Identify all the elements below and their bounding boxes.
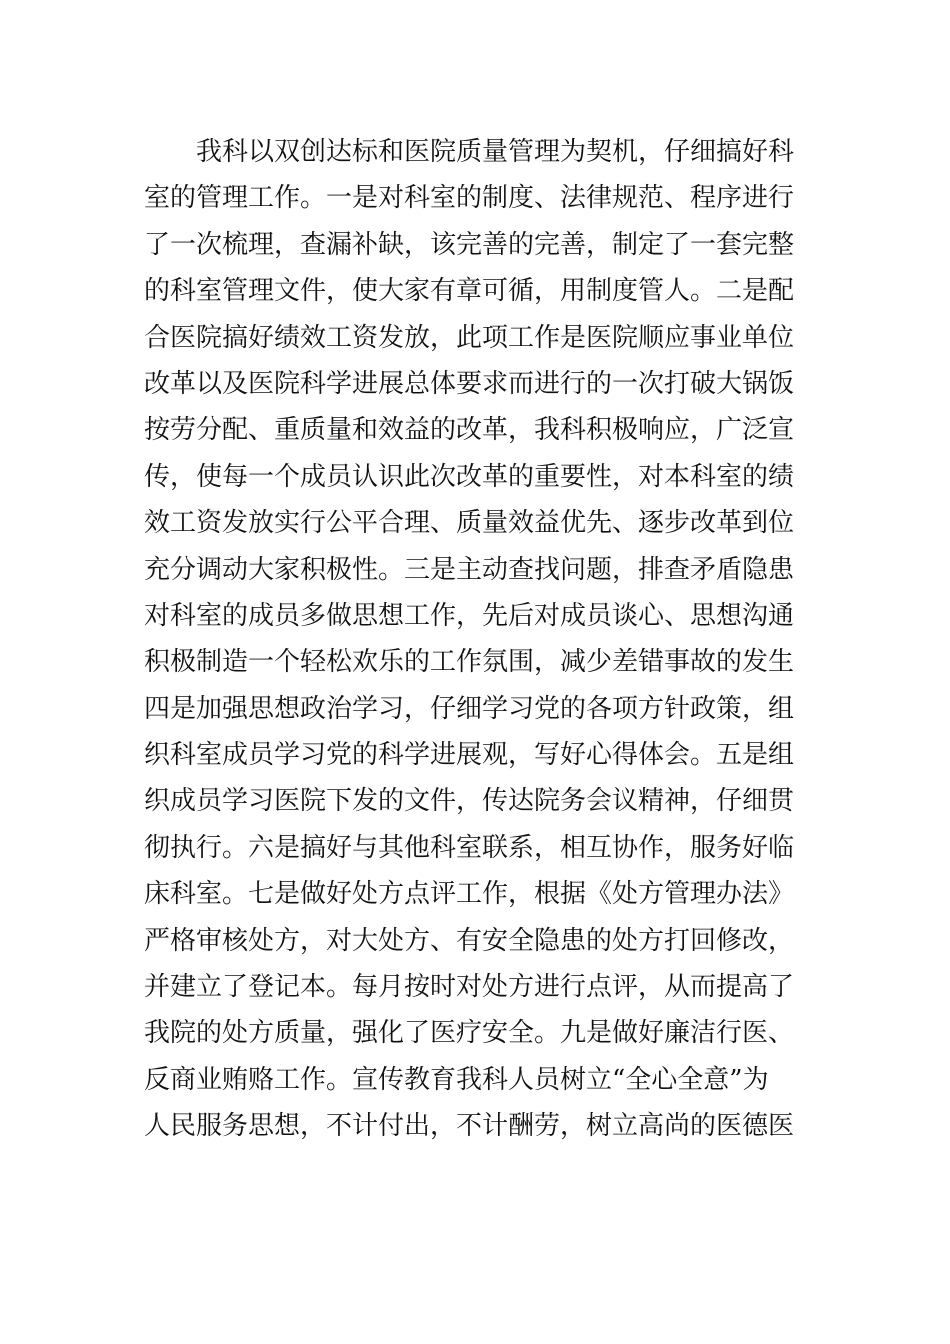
- text-line: 合医院搞好绩效工资发放，此项工作是医院顺应事业单位: [144, 322, 795, 353]
- text-line: 我院的处方质量，强化了医疗安全。九是做好廉洁行医、: [144, 1018, 795, 1049]
- text-line: 四是加强思想政治学习，仔细学习党的各项方针政策，组: [144, 693, 795, 724]
- text-line: 充分调动大家积极性。三是主动查找问题，排查矛盾隐患: [144, 554, 795, 585]
- text-line: 改革以及医院科学进展总体要求而进行的一次打破大锅饭: [144, 368, 795, 399]
- text-line: 对科室的成员多做思想工作，先后对成员谈心、思想沟通: [144, 600, 795, 631]
- text-line: 彻执行。六是搞好与其他科室联系，相互协作，服务好临: [144, 832, 795, 863]
- text-line: 了一次梳理，查漏补缺，该完善的完善，制定了一套完整: [144, 229, 795, 260]
- text-line: 我科以双创达标和医院质量管理为契机，仔细搞好科: [196, 137, 795, 167]
- text-line: 反商业贿赂工作。宣传教育我科人员树立“全心全意”为: [144, 1064, 769, 1095]
- text-line: 严格审核处方，对大处方、有安全隐患的处方打回修改，: [144, 925, 795, 956]
- text-line: 传，使每一个成员认识此次改革的重要性，对本科室的绩: [144, 461, 795, 492]
- text-line: 按劳分配、重质量和效益的改革，我科积极响应，广泛宣: [144, 415, 795, 446]
- text-line: 并建立了登记本。每月按时对处方进行点评，从而提高了: [144, 972, 795, 1003]
- text-line: 的科室管理文件，使大家有章可循，用制度管人。二是配: [144, 276, 795, 307]
- text-line: 床科室。七是做好处方点评工作，根据《处方管理办法》: [144, 879, 795, 910]
- text-line: 人民服务思想，不计付出，不计酬劳，树立高尚的医德医: [144, 1111, 795, 1142]
- body-paragraph: [144, 129, 824, 1150]
- text-line: 积极制造一个轻松欢乐的工作氛围，减少差错事故的发生: [144, 647, 795, 678]
- text-line: 效工资发放实行公平合理、质量效益优先、逐步改革到位: [144, 508, 795, 539]
- text-line: 织成员学习医院下发的文件，传达院务会议精神，仔细贯: [144, 786, 795, 817]
- text-line: 织科室成员学习党的科学进展观，写好心得体会。五是组: [144, 740, 795, 771]
- text-line: 室的管理工作。一是对科室的制度、法律规范、程序进行: [144, 183, 795, 214]
